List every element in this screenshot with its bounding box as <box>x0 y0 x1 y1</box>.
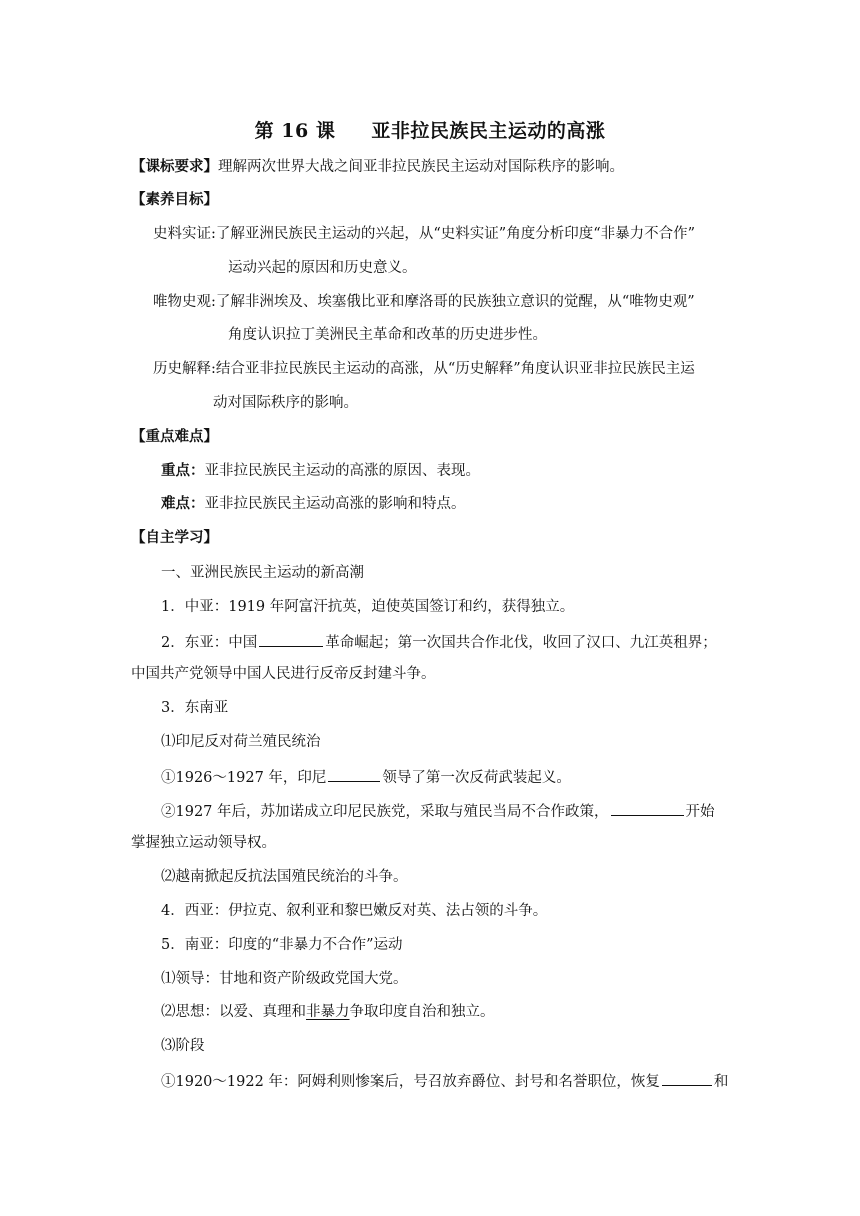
lesson-name: 亚非拉民族民主运动的高涨 <box>371 120 606 142</box>
key-point-text: 亚非拉民族民主运动的高涨的原因、表现。 <box>204 463 480 479</box>
subheading: 3．东南亚 <box>161 700 229 716</box>
paragraph <box>161 800 715 822</box>
sub-item: ⑴印尼反对荷兰殖民统治 <box>161 734 321 750</box>
paragraph-continued: 中国共产党领导中国人民进行反帝反封建斗争。 <box>131 666 436 682</box>
text-run: ⑵思想：以爱、真理和 <box>161 1004 306 1020</box>
fill-in-blank[interactable] <box>328 766 380 782</box>
sub-item: ⑵越南掀起反抗法国殖民统治的斗争。 <box>161 869 408 885</box>
paragraph <box>161 631 717 653</box>
paragraph: 4．西亚：伊拉克、叙利亚和黎巴嫩反对英、法占领的斗争。 <box>161 903 548 919</box>
goal-label: 史料实证: <box>153 226 216 242</box>
goal-label: 唯物史观: <box>153 294 216 310</box>
text-run: 开始 <box>685 804 715 820</box>
fill-in-blank[interactable] <box>259 631 323 647</box>
difficult-point-label: 难点： <box>161 495 205 512</box>
goal-item <box>153 224 695 244</box>
text-run: ②1927 年后，苏加诺成立印尼民族党，采取与殖民当局不合作政策， <box>161 804 609 820</box>
goal-text-continued: 运动兴起的原因和历史意义。 <box>228 260 417 276</box>
goal-label: 历史解释: <box>153 361 216 377</box>
text-run: ①1926～1927 年，印尼 <box>161 770 327 786</box>
sub-item <box>161 1002 495 1022</box>
section-label: 【重点难点】 <box>131 428 218 445</box>
text-run: ①1920～1922 年：阿姆利则惨案后，号召放弃爵位、封号和名誉职位，恢复 <box>161 1074 660 1090</box>
lesson-number: 第 16 课 <box>254 120 336 142</box>
goal-text: 了解非洲埃及、埃塞俄比亚和摩洛哥的民族独立意识的觉醒，从“唯物史观” <box>215 294 695 310</box>
section-label: 【素养目标】 <box>131 191 218 208</box>
key-point <box>161 461 480 481</box>
goal-item <box>153 359 695 379</box>
text-run: 争取印度自治和独立。 <box>349 1004 495 1020</box>
goal-item <box>153 292 695 312</box>
heading-asia: 一、亚洲民族民主运动的新高潮 <box>161 565 364 581</box>
goal-text-continued: 角度认识拉丁美洲民主革命和改革的历史进步性。 <box>228 327 547 343</box>
text-run: 革命崛起；第一次国共合作北伐，收回了汉口、九江英租界； <box>325 635 717 651</box>
text-run: 2．东亚：中国 <box>161 635 258 651</box>
difficult-point <box>161 494 466 514</box>
sub-item: ⑴领导：甘地和资产阶级政党国大党。 <box>161 971 408 987</box>
goal-text-continued: 动对国际秩序的影响。 <box>213 395 358 411</box>
paragraph <box>161 1070 728 1092</box>
text-run: 和 <box>713 1074 729 1090</box>
paragraph: 1．中亚：1919 年阿富汗抗英，迫使英国签订和约，获得独立。 <box>161 599 575 615</box>
goal-text: 了解亚洲民族民主运动的兴起，从“史料实证”角度分析印度“非暴力不合作” <box>215 226 696 242</box>
paragraph <box>161 766 571 788</box>
goal-text: 结合亚非拉民族民主运动的高涨，从“历史解释”角度认识亚非拉民族民主运 <box>215 361 695 377</box>
fill-in-blank[interactable] <box>611 800 684 816</box>
section-label: 【自主学习】 <box>131 529 218 546</box>
section-label: 【课标要求】 <box>131 158 218 175</box>
key-point-label: 重点： <box>161 462 205 479</box>
underlined-term: 非暴力 <box>306 1004 350 1020</box>
standard-text: 理解两次世界大战之间亚非拉民族民主运动对国际秩序的影响。 <box>218 159 624 175</box>
difficult-point-text: 亚非拉民族民主运动高涨的影响和特点。 <box>204 496 466 512</box>
lesson-title <box>0 116 860 143</box>
fill-in-blank[interactable] <box>662 1070 712 1086</box>
curriculum-standard <box>131 157 624 177</box>
sub-item: ⑶阶段 <box>161 1038 205 1054</box>
text-run: 领导了第一次反荷武装起义。 <box>382 770 571 786</box>
paragraph: 5．南亚：印度的“非暴力不合作”运动 <box>161 937 403 953</box>
paragraph-continued: 掌握独立运动领导权。 <box>131 835 276 851</box>
